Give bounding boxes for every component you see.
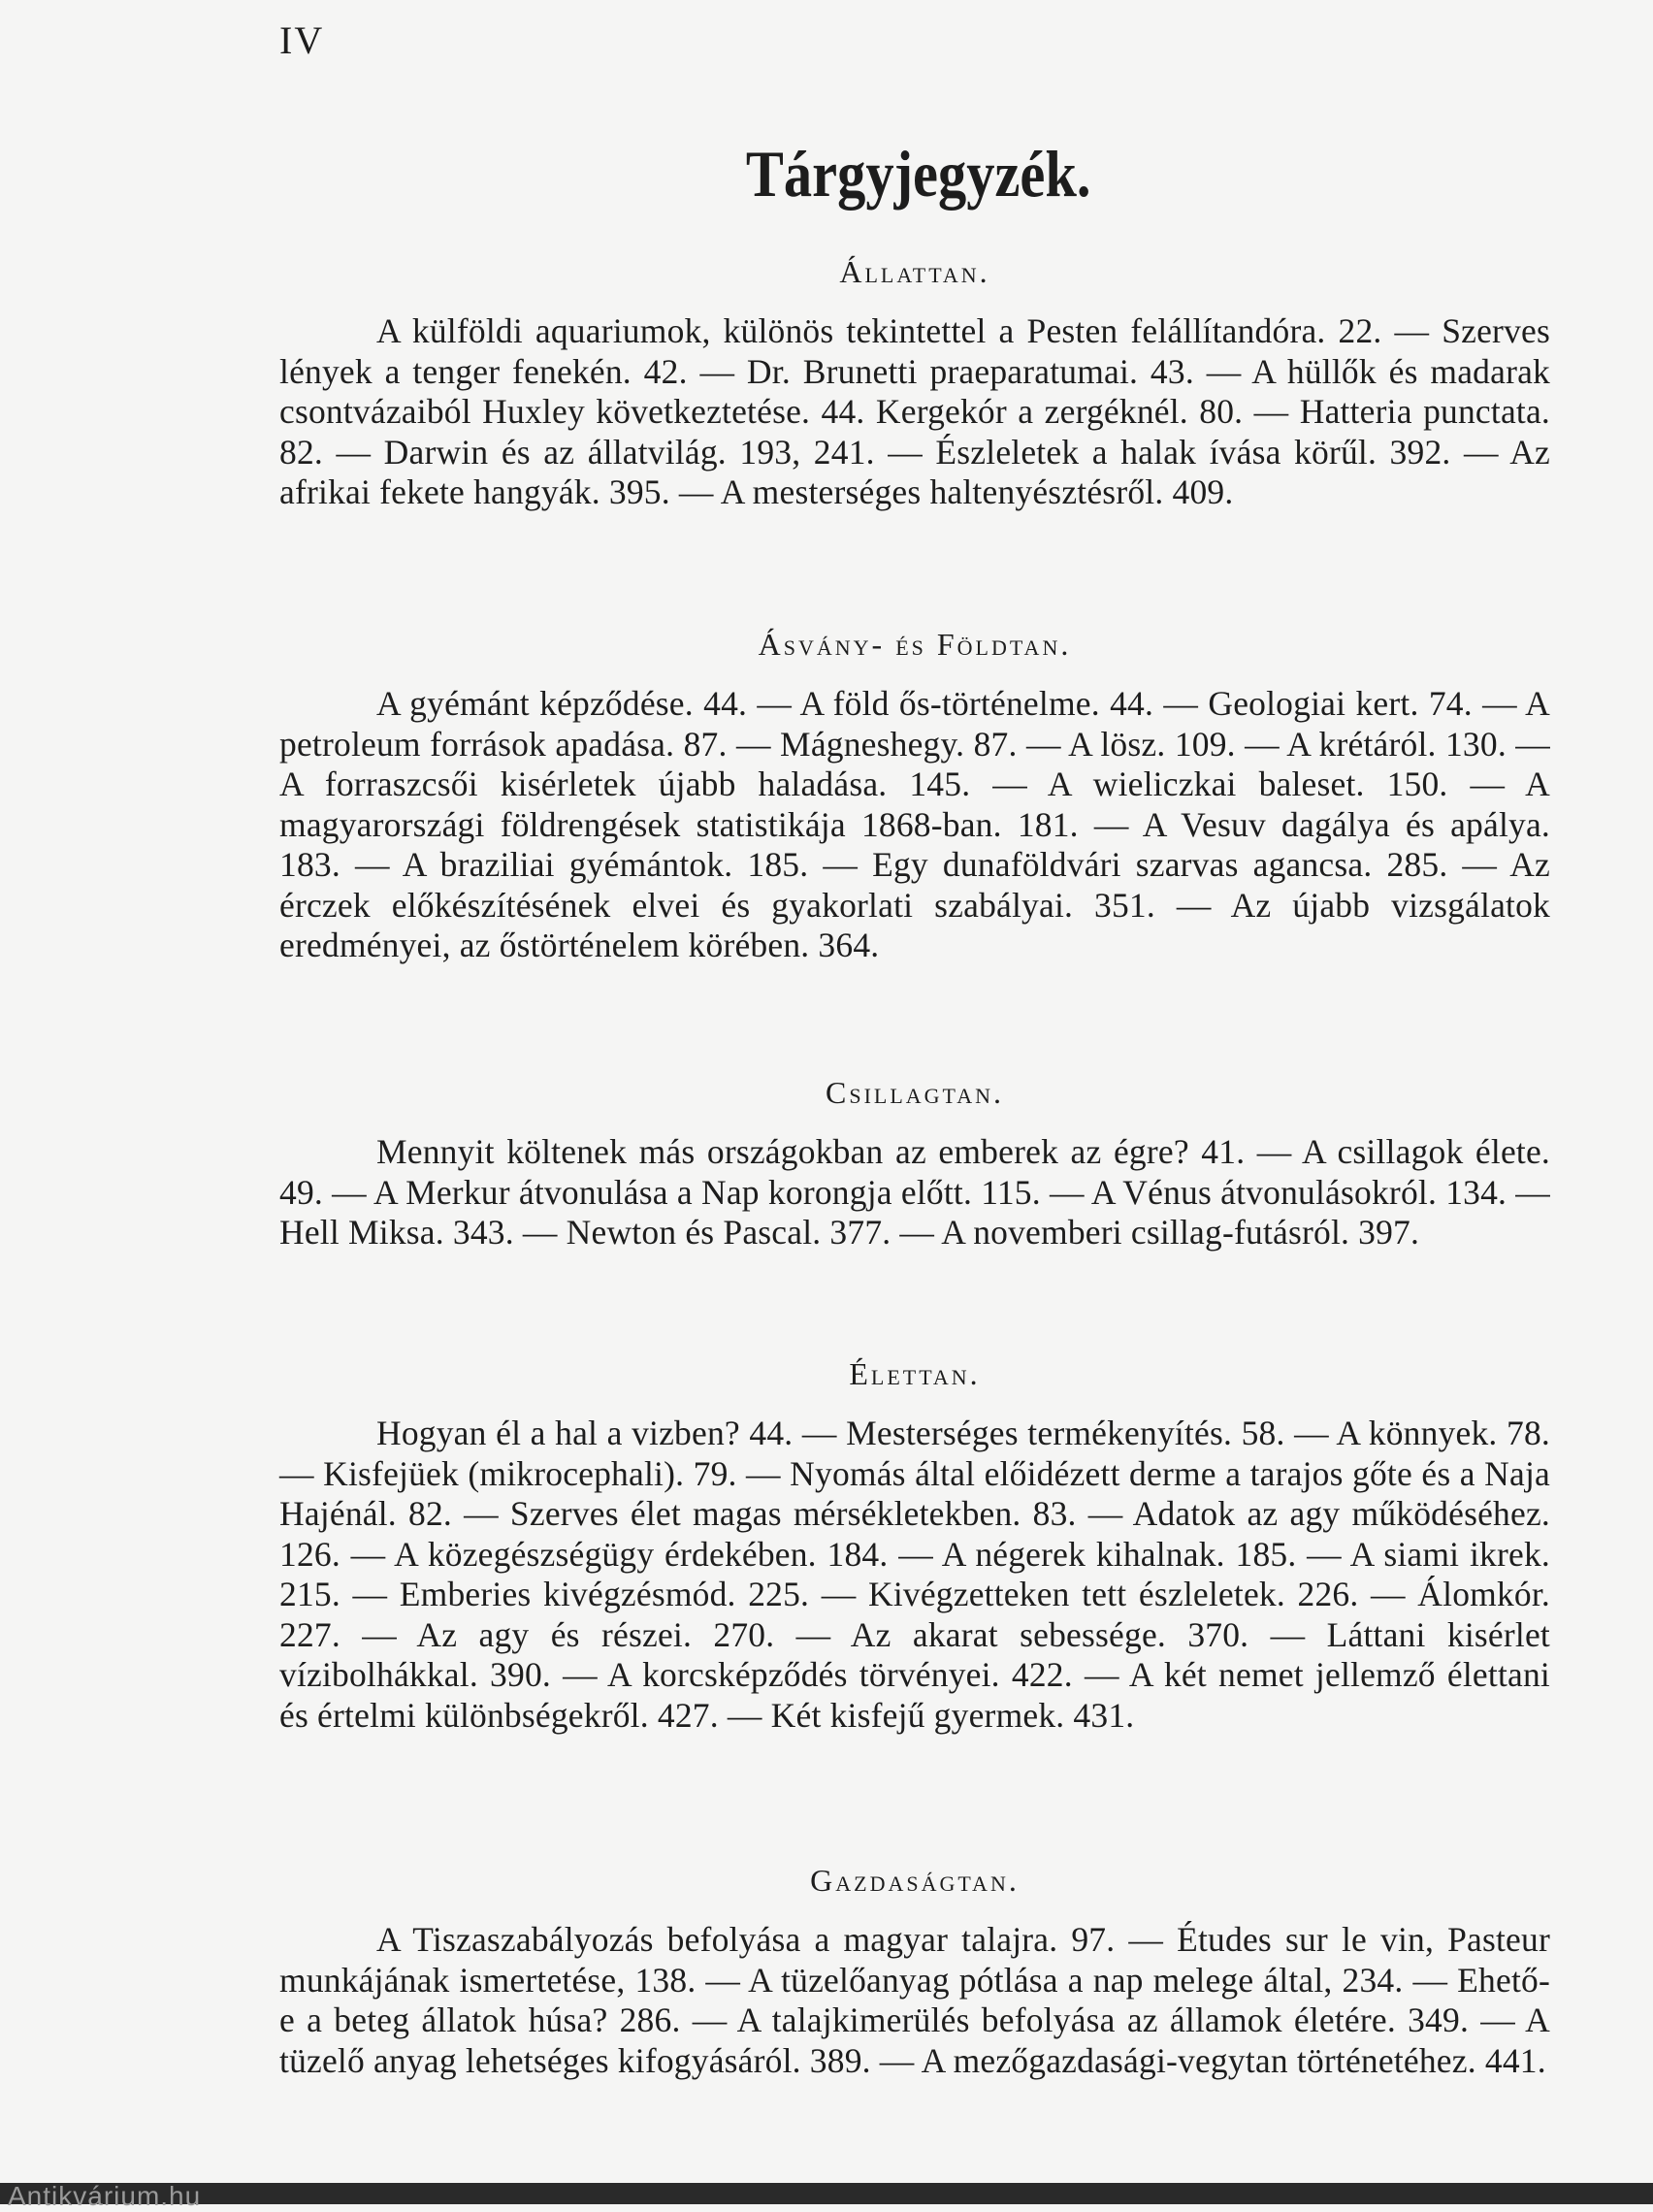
section-heading: Csillagtan. (825, 1075, 1004, 1110)
section-elettan (279, 1356, 1550, 1736)
section-heading: Élettan. (849, 1356, 981, 1391)
section-csillagtan (279, 1075, 1550, 1253)
page-title (128, 136, 1549, 212)
section-text: Mennyit költenek más országokban az emberek az égre? 41. — A csillagok élete. 49. — A Merkur átvonulása a Nap korongja előtt. 115. — A Vénus átvonulásokról. 134. — Hell Miksa. 343. — Newton és Pascal. 377. — A novemberi csillag-futásról. 397. (279, 1132, 1550, 1252)
section-heading: Ásvány- és Földtan. (758, 627, 1072, 662)
page-number: IV (279, 18, 325, 62)
section-asvany-foldtan (279, 627, 1550, 966)
section-heading: Állattan. (839, 254, 990, 289)
section-heading: Gazdaságtan. (810, 1863, 1020, 1898)
watermark: Antikvárium.hu (8, 2181, 202, 2211)
section-text: A gyémánt képződése. 44. — A föld ős-történelme. 44. — Geologiai kert. 74. — A petroleum források apadása. 87. — Mágneshegy. 87. — A lösz. 109. — A krétáról. 130. — A forraszcsői kisérletek újabb haladása. 145. — A wieliczkai baleset. 150. — A magyarországi földrengések statistikája 1868-ban. 181. — A Vesuv dagálya és apálya. 183. — A braziliai gyémántok. 185. — Egy dunaföldvári szarvas agancsa. 285. — Az érczek előkészítésének elvei és gyakorlati szabályai. 351. — Az újabb vizsgálatok eredményei, az őstörténelem körében. 364. (279, 684, 1550, 964)
section-text: A külföldi aquariumok, különös tekintettel a Pesten felállítandóra. 22. — Szerves lények a tenger fenekén. 42. — Dr. Brunetti praeparatumai. 43. — A hüllők és madarak csontvázaiból Huxley következtetése. 44. Kergekór a zergéknél. 80. — Hatteria punctata. 82. — Darwin és az állatvilág. 193, 241. — Észleletek a halak ívása körűl. 392. — Az afrikai fekete hangyák. 395. — A mesterséges haltenyésztésről. 409. (279, 311, 1550, 511)
section-text: Hogyan él a hal a vizben? 44. — Mesterséges termékenyítés. 58. — A könnyek. 78. — Kisfejüek (mikrocephali). 79. — Nyomás által előidézett derme a tarajos gőte és a Naja Hajénál. 82. — Szerves élet magas mérsékletekben. 83. — Adatok az agy működéséhez. 126. — A közegészségügy érdekében. 184. — A négerek kihalnak. 185. — A siami ikrek. 215. — Emberies kivégzésmód. 225. — Kivégzetteken tett észleletek. 226. — Álomkór. 227. — Az agy és részei. 270. — Az akarat sebessége. 370. — Láttani kisérlet vízibolhákkal. 390. — A korcsképződés törvényei. 422. — A két nemet jellemző élettani és értelmi különbségekről. 427. — Két kisfejű gyermek. 431. (279, 1414, 1550, 1735)
section-allattan (279, 254, 1550, 513)
section-gazdasagtan (279, 1863, 1550, 2081)
bottom-edge (0, 2183, 1653, 2204)
page-title-text: Tárgyjegyzék. (745, 137, 1091, 211)
section-text: A Tiszaszabályozás befolyása a magyar talajra. 97. — Études sur le vin, Pasteur munkájának ismertetése, 138. — A tüzelőanyag pótlása a nap melege által, 234. — Ehető-e a beteg állatok húsa? 286. — A talajkimerülés befolyása az államok életére. 349. — A tüzelő anyag lehetséges kifogyásáról. 389. — A mezőgazdasági-vegytan történetéhez. 441. (279, 1920, 1550, 2080)
